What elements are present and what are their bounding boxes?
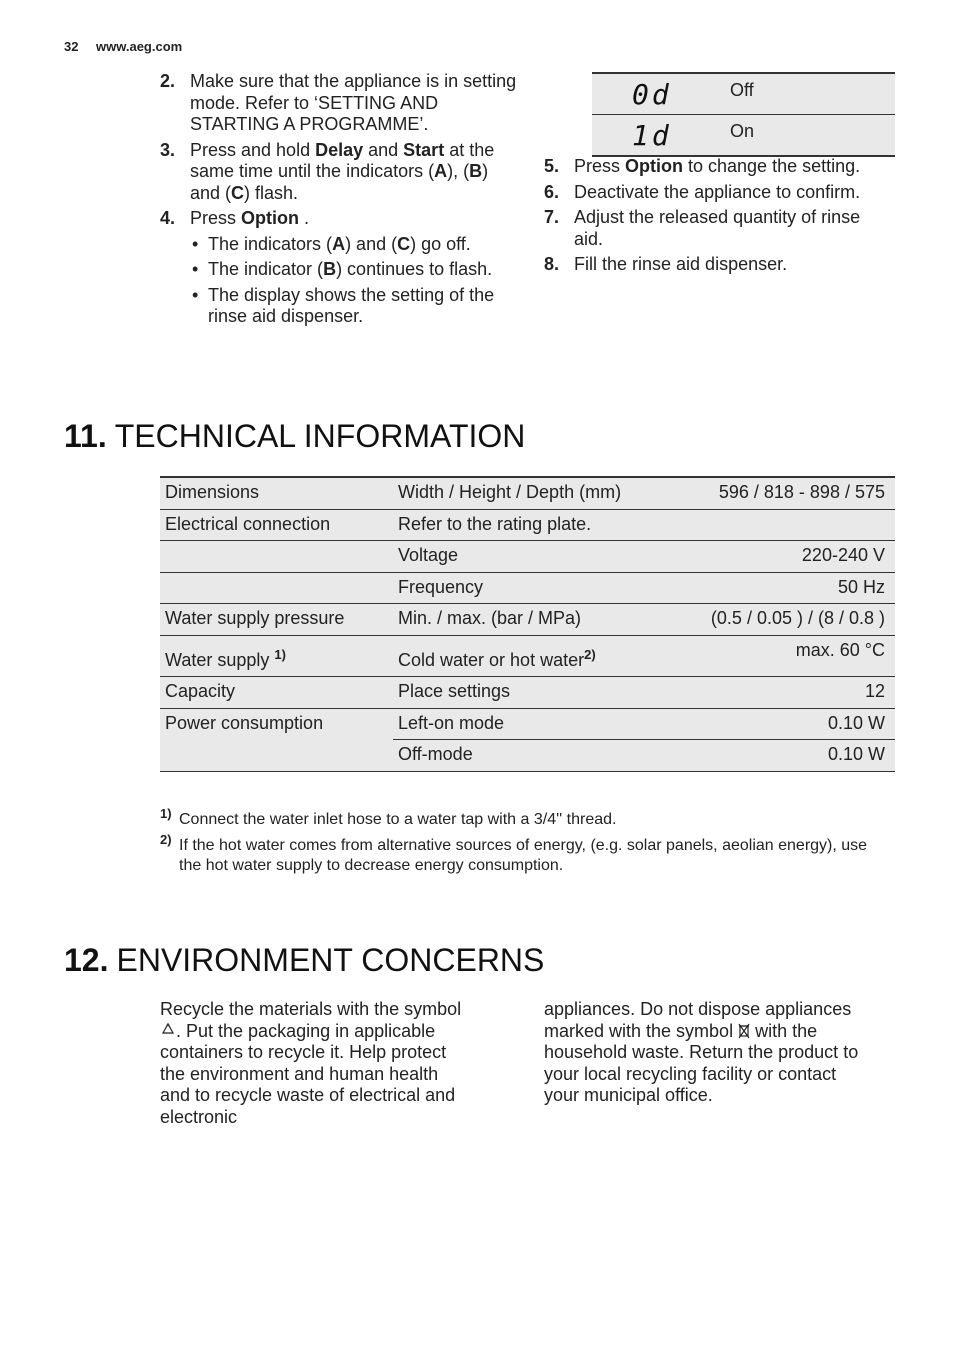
step-text: Start [403,139,445,160]
section-number: 12. [64,942,109,978]
right-steps-list [544,156,894,276]
display-row-off [592,74,895,115]
row-desc: Refer to the rating plate. [393,509,895,541]
table-row [160,477,895,509]
footnote-ref: 2) [584,646,596,662]
env-text-part: appliances. Do not dispose appliances marked with the symbol [544,999,852,1041]
step-item [160,71,520,136]
display-label: Off [730,80,754,100]
row-desc: Left-on mode [393,708,670,740]
display-label: On [730,121,755,141]
step-item [544,207,894,250]
step-number: 7. [544,207,560,227]
table-row [160,604,895,636]
display-code: 0d [632,78,672,111]
row-desc: Width / Height / Depth (mm) [393,477,670,509]
sub-text: A [332,233,346,254]
recycle-icon [160,1022,176,1038]
section-title: ENVIRONMENT CONCERNS [116,942,545,978]
table-row [160,509,895,541]
step-number: 6. [544,181,560,202]
row-label: Water supply [165,649,270,670]
site-url: www.aeg.com [96,39,183,54]
step-text: B [469,161,483,181]
step-text: Press [190,208,242,228]
section-11-heading [64,418,525,455]
step-item [544,156,894,178]
sub-text: ) go off. [410,233,471,254]
row-value: 220-240 V [670,541,895,573]
crossed-bin-icon [738,1023,750,1039]
step-number: 2. [160,71,176,91]
step-item [160,208,520,328]
table-row [160,541,895,573]
sub-item [190,259,520,281]
step-text: Make sure that the appliance is in setting mode. Refer to ‘SETTING AND STARTING A PROGRAMME’. [190,71,517,134]
step-text: Press [574,156,626,176]
sub-text: C [397,233,411,254]
footnote-ref: 1) [274,646,286,662]
row-label: Capacity [160,677,393,709]
step-text: Delay [315,139,364,160]
row-label: Electrical connection [160,509,393,541]
step-number: 4. [160,208,176,228]
step-text: ), ( [447,161,470,181]
step-item [544,182,894,204]
footnote-mark: 2) [160,832,172,847]
step-text: . [299,208,310,228]
step-text: Option [241,208,299,228]
row-desc: Voltage [393,541,670,573]
footnote-mark: 1) [160,806,172,821]
step-text: A [434,161,448,181]
table-row [160,635,895,677]
step-text: to change the setting. [683,156,861,176]
footnote-text: If the hot water comes from alternative sources of energy, (e.g. solar panels, aeolian energy), use the hot water supply to decrease energy consumption. [179,837,868,874]
step-text: C [231,182,245,203]
step-text: Deactivate the appliance to confirm. [574,181,861,202]
row-desc: Cold water or hot water [398,649,585,670]
table-row [160,677,895,709]
left-column [160,71,520,332]
right-column [544,156,894,280]
sub-item [190,234,520,256]
env-text-right [544,999,874,1107]
footnote-text: Connect the water inlet hose to a water tap with a 3/4'' thread. [179,811,617,828]
table-row [160,708,895,740]
section-number: 11. [64,418,107,454]
sub-text: B [323,259,337,279]
footnote-1 [160,806,880,830]
technical-information-table [160,476,895,772]
env-text-left [160,999,462,1128]
step-text: at the same time until the indicators ( [190,139,495,181]
table-row [160,572,895,604]
step-item [160,140,520,205]
row-value: 0.10 W [670,708,895,740]
sub-text: The display shows the setting of the rinse aid dispenser. [208,284,495,326]
step-text: and [363,139,404,160]
left-steps-list [160,71,520,328]
step-text: Press and hold [190,139,316,160]
row-desc: Off-mode [393,740,670,772]
row-desc: Place settings [393,677,670,709]
step-text: Fill the rinse aid dispenser. [574,254,788,274]
display-settings-table [592,72,895,157]
footnote-2 [160,832,880,876]
sub-text: ) continues to flash. [336,259,493,279]
step-number: 5. [544,156,560,176]
display-code: 1d [632,119,672,152]
row-value: (0.5 / 0.05 ) / (8 / 0.8 ) [670,604,895,636]
row-label: Water supply pressure [160,604,393,636]
row-desc: Min. / max. (bar / MPa) [393,604,670,636]
sub-text: The indicator ( [208,259,324,279]
row-value: 0.10 W [670,740,895,772]
row-label: Dimensions [160,477,393,509]
step-text: Adjust the released quantity of rinse aid. [574,207,861,249]
sub-text: The indicators ( [208,233,333,254]
row-desc-cell [393,635,670,677]
row-label-empty [160,541,393,573]
page-number: 32 [64,39,79,54]
step-text: ) and ( [190,161,489,203]
step-item [544,254,894,276]
row-label-cell [160,635,393,677]
step-number: 3. [160,139,176,160]
sub-text: ) and ( [345,233,398,254]
env-text-part: Recycle the materials with the symbol [160,999,462,1019]
sub-list [190,234,520,328]
row-value: max. 60 °C [670,635,895,677]
row-label-empty [160,572,393,604]
row-value: 50 Hz [670,572,895,604]
step-number: 8. [544,254,560,274]
display-row-on [592,115,895,155]
step-text: ) flash. [244,182,299,203]
sub-item [190,285,520,328]
env-text-part: with the household waste. Return the product to your local recycling facility or contact your municipal office. [544,1020,859,1105]
section-12-heading [64,942,544,979]
row-value: 12 [670,677,895,709]
row-value: 596 / 818 - 898 / 575 [670,477,895,509]
step-text: Option [625,156,683,176]
section-title: TECHNICAL INFORMATION [114,418,526,454]
row-label: Power consumption [160,708,393,771]
env-text-part: . Put the packaging in applicable containers to recycle it. Help protect the environment and human health and to recycle waste of electrical and electronic [160,1020,456,1127]
row-desc: Frequency [393,572,670,604]
